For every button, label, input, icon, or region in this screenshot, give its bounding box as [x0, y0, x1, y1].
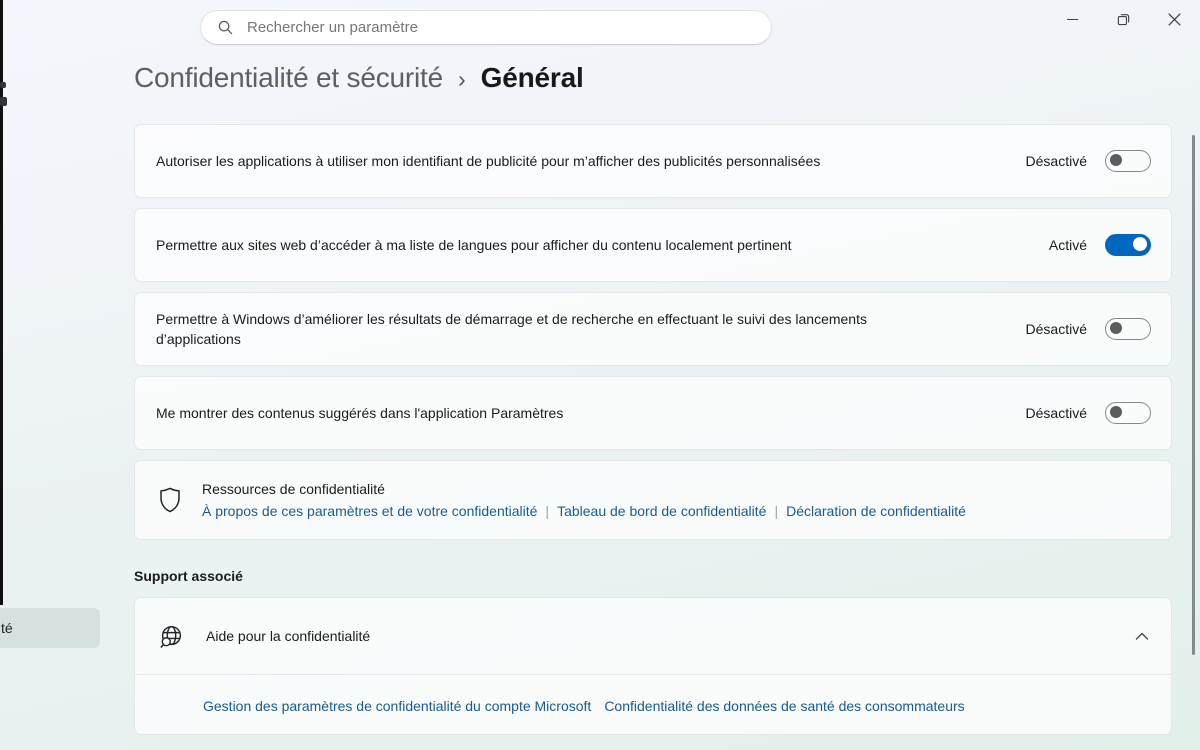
- close-button[interactable]: [1149, 0, 1200, 38]
- link-separator: |: [545, 503, 550, 519]
- support-section-heading: Support associé: [134, 568, 243, 584]
- link-separator: |: [774, 503, 779, 519]
- toggle-knob: [1110, 322, 1122, 334]
- toggle-switch[interactable]: [1105, 318, 1151, 340]
- toggle-state-label: Activé: [1048, 237, 1087, 253]
- link-microsoft-account-privacy[interactable]: Gestion des paramètres de confidentialité du compte Microsoft: [203, 697, 592, 714]
- toggle-knob: [1110, 154, 1122, 166]
- restore-button[interactable]: [1098, 0, 1149, 38]
- search-input[interactable]: [200, 10, 772, 45]
- setting-label: Permettre à Windows d’améliorer les résultats de démarrage et de recherche en effectuant le suivi des lancements d’applications: [156, 311, 867, 347]
- toggle-switch[interactable]: [1105, 402, 1151, 424]
- search-placeholder: Rechercher un paramètre: [247, 19, 418, 36]
- sidebar-clipped-glyph: [0, 97, 7, 106]
- link-consumer-health-privacy[interactable]: Confidentialité des données de santé des consommateurs: [604, 697, 965, 714]
- scrollbar-thumb[interactable]: [1192, 135, 1195, 655]
- privacy-resources-card: [134, 460, 1172, 540]
- breadcrumb-separator-icon: ›: [458, 65, 466, 92]
- privacy-help-card: [134, 597, 1172, 735]
- setting-label: Me montrer des contenus suggérés dans l'application Paramètres: [156, 405, 564, 421]
- search-icon: [218, 20, 233, 35]
- privacy-help-title: Aide pour la confidentialité: [206, 628, 371, 644]
- link-about-settings-privacy[interactable]: À propos de ces paramètres et de votre confidentialité: [202, 503, 538, 519]
- toggle-switch[interactable]: [1105, 234, 1151, 256]
- setting-row-advertising-id: [134, 124, 1172, 198]
- desktop-edge-strip: [0, 0, 3, 605]
- toggle-state-label: Désactivé: [1025, 321, 1087, 337]
- restore-icon: [1117, 13, 1130, 26]
- setting-row-app-launch-tracking: [134, 292, 1172, 366]
- setting-row-language-list: [134, 208, 1172, 282]
- sidebar-item-privacy-selected[interactable]: [0, 608, 100, 648]
- link-privacy-dashboard[interactable]: Tableau de bord de confidentialité: [557, 503, 767, 519]
- link-privacy-statement[interactable]: Déclaration de confidentialité: [786, 503, 966, 519]
- privacy-help-header[interactable]: [135, 598, 1171, 674]
- window-controls: [1047, 0, 1200, 40]
- resources-title: Ressources de confidentialité: [202, 481, 385, 497]
- setting-row-suggested-content: [134, 376, 1172, 450]
- page-title: Général: [480, 62, 584, 93]
- toggle-state-label: Désactivé: [1025, 405, 1087, 421]
- toggle-knob: [1133, 237, 1147, 251]
- toggle-switch[interactable]: [1105, 150, 1151, 172]
- web-search-icon: [158, 623, 185, 650]
- breadcrumb-parent[interactable]: Confidentialité et sécurité: [134, 62, 443, 93]
- chevron-up-icon[interactable]: [1135, 632, 1149, 640]
- toggle-knob: [1110, 406, 1122, 418]
- minimize-icon: [1067, 19, 1078, 20]
- setting-label: Autoriser les applications à utiliser mon identifiant de publicité pour m’afficher des publicités personnalisées: [156, 153, 821, 169]
- toggle-state-label: Désactivé: [1025, 153, 1087, 169]
- breadcrumb: [134, 62, 584, 94]
- settings-list: [134, 124, 1172, 735]
- minimize-button[interactable]: [1047, 0, 1098, 38]
- privacy-help-links: [135, 674, 1171, 736]
- shield-icon: [159, 487, 181, 513]
- sidebar-clipped-glyph: [0, 82, 6, 88]
- sidebar-item-label-fragment: té: [1, 620, 13, 636]
- close-icon: [1168, 13, 1181, 26]
- setting-label: Permettre aux sites web d’accéder à ma liste de langues pour afficher du contenu localement pertinent: [156, 237, 792, 253]
